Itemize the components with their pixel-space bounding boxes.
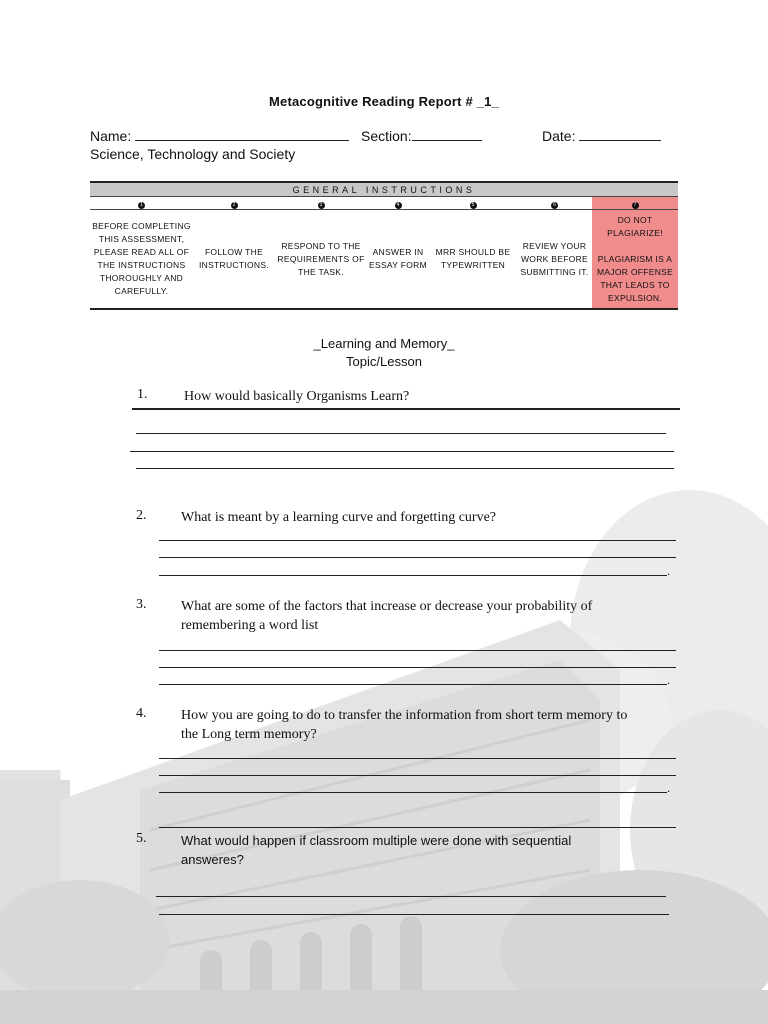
- section-blank[interactable]: [412, 128, 482, 141]
- instruction-text-row: [90, 210, 678, 310]
- answer-line[interactable]: [156, 896, 666, 897]
- question-2: [136, 508, 696, 528]
- question-text-line-2: remembering a word list: [181, 618, 319, 633]
- question-5: [136, 831, 696, 871]
- number-bullet-icon: 6: [551, 202, 558, 209]
- date-label: Date:: [542, 128, 576, 144]
- general-instructions-table: [90, 181, 678, 310]
- question-text: What is meant by a learning curve and forgetting curve?: [181, 510, 497, 525]
- question-3: [136, 597, 696, 637]
- answer-line[interactable]: [136, 468, 674, 469]
- answer-line[interactable]: [159, 775, 676, 776]
- question-number: 5.: [136, 831, 147, 846]
- number-bullet-icon: 1: [138, 202, 145, 209]
- question-text-line-1: What are some of the factors that increase or decrease your probability of: [181, 599, 593, 614]
- question-number: 3.: [136, 597, 147, 612]
- plagiarism-warning-detail: PLAGIARISM IS A MAJOR OFFENSE THAT LEADS TO EXPULSION.: [596, 253, 674, 303]
- question-text-line-2: answeres?: [181, 852, 244, 867]
- number-bullet-icon: 3: [318, 202, 325, 209]
- instruction-number-cell: [367, 197, 429, 210]
- answer-line[interactable]: [159, 684, 667, 685]
- answer-line[interactable]: [159, 758, 676, 759]
- answer-line[interactable]: [159, 650, 676, 651]
- instruction-number-cell: [275, 197, 367, 210]
- answer-line[interactable]: [159, 667, 676, 668]
- instruction-number-cell: [517, 197, 592, 210]
- date-field[interactable]: [542, 128, 661, 144]
- instruction-text-3: RESPOND TO THE REQUIREMENTS OF THE TASK.: [277, 240, 365, 277]
- number-bullet-icon: 4: [395, 202, 402, 209]
- instruction-text-2: FOLLOW THE INSTRUCTIONS.: [198, 247, 269, 270]
- answer-line[interactable]: [130, 451, 674, 452]
- section-field[interactable]: [361, 128, 482, 144]
- instruction-number-cell: [429, 197, 517, 210]
- answer-line[interactable]: [159, 575, 667, 576]
- instruction-number-cell-warning: [592, 197, 678, 210]
- question-number: 2.: [136, 508, 147, 523]
- question-1: [137, 387, 697, 407]
- subject-line: Science, Technology and Society: [90, 146, 296, 162]
- report-title: Metacognitive Reading Report # _1_: [268, 94, 500, 109]
- question-text: [181, 706, 627, 744]
- instruction-text-5: MRR SHOULD BE TYPEWRITTEN: [435, 247, 511, 270]
- instruction-number-cell: [193, 197, 275, 210]
- instruction-text-7-warning: [592, 210, 678, 310]
- question-text-line-2: the Long term memory?: [181, 727, 317, 742]
- instruction-text-1: BEFORE COMPLETING THIS ASSESSMENT, PLEASE READ ALL OF THE INSTRUCTIONS THOROUGHLY AND CAREFULLY.: [92, 221, 191, 296]
- question-text-line-1: How you are going to do to transfer the information from short term memory to: [181, 708, 628, 723]
- instructions-heading: GENERAL INSTRUCTIONS: [90, 182, 678, 197]
- question-1-divider: [132, 408, 680, 410]
- answer-line[interactable]: [159, 792, 667, 793]
- topic-name: _Learning and Memory_: [313, 336, 455, 351]
- line-end-period: .: [667, 564, 671, 578]
- question-text: How would basically Organisms Learn?: [184, 389, 410, 404]
- line-end-period: .: [667, 781, 671, 795]
- instruction-text-4: ANSWER IN ESSAY FORM: [369, 247, 427, 270]
- question-number: 4.: [136, 706, 147, 721]
- question-text: [181, 597, 592, 635]
- number-bullet-icon: 7: [632, 202, 639, 209]
- section-label: Section:: [361, 128, 412, 144]
- question-number: 1.: [137, 387, 148, 402]
- question-text: [181, 831, 571, 869]
- number-bullet-icon: 5: [470, 202, 477, 209]
- instruction-number-cell: [90, 197, 193, 210]
- answer-line[interactable]: [159, 540, 676, 541]
- question-text-line-1: What would happen if classroom multiple were done with sequential: [181, 833, 572, 848]
- answer-line[interactable]: [136, 433, 666, 434]
- instruction-number-row: [90, 197, 678, 210]
- answer-line[interactable]: [159, 914, 669, 915]
- topic-label: Topic/Lesson: [346, 354, 422, 369]
- answer-line[interactable]: [159, 557, 676, 558]
- number-bullet-icon: 2: [231, 202, 238, 209]
- name-blank[interactable]: [135, 128, 349, 141]
- question-4: [136, 706, 696, 746]
- line-end-period: .: [667, 673, 671, 687]
- answer-line[interactable]: [159, 827, 676, 828]
- name-label: Name:: [90, 128, 132, 144]
- plagiarism-warning-title: DO NOT PLAGIARIZE!: [607, 214, 663, 238]
- instruction-text-6: REVIEW YOUR WORK BEFORE SUBMITTING IT.: [520, 240, 589, 277]
- name-field[interactable]: [90, 128, 349, 144]
- date-blank[interactable]: [579, 128, 661, 141]
